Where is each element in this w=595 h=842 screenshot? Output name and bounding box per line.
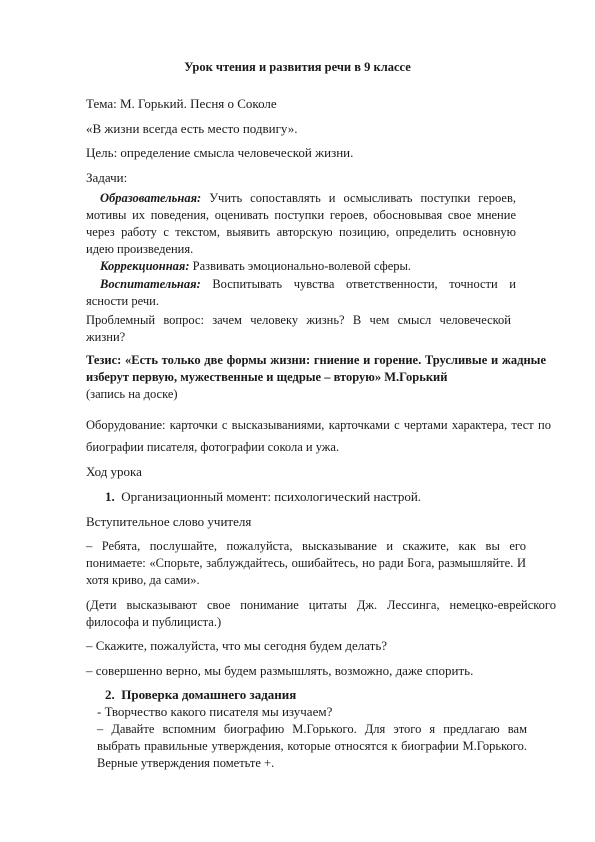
thesis — [86, 352, 546, 403]
task-educational-label: Образовательная: — [100, 191, 202, 205]
task-correctional — [86, 258, 516, 275]
lesson-goal: Цель: определение смысла человеческой жизни. — [86, 145, 354, 160]
writer-question: - Творчество какого писателя мы изучаем? — [97, 704, 333, 719]
lesson-progress-heading: Ход урока — [86, 464, 142, 479]
step-2-text: Проверка домашнего задания — [121, 687, 297, 702]
page-title: Урок чтения и развития речи в 9 классе — [184, 60, 411, 74]
intro-heading: Вступительное слово учителя — [86, 514, 252, 529]
task-upbringing — [86, 276, 516, 310]
task-correctional-text: Развивать эмоционально-волевой сферы. — [189, 259, 412, 273]
thesis-text: Тезис: «Есть только две формы жизни: гниение и горение. Трусливые и жадные изберут первую, мужественные и щедрые – вторую» М.Горький — [86, 353, 546, 384]
teacher-quote: – Ребята, послушайте, пожалуйста, высказывание и скажите, как вы его понимаете: «Спорьте, заблуждайтесь, ошибайтесь, но ради Бога, размышляйте. И хотя криво, да сами». — [86, 539, 526, 587]
task-upbringing-text: Воспитывать чувства ответственности, точности и ясности речи. — [86, 277, 516, 308]
answer-today: – совершенно верно, мы будем размышлять, возможно, даже спорить. — [86, 663, 474, 678]
question-today: – Скажите, пожалуйста, что мы сегодня будем делать? — [86, 638, 388, 653]
step-2 — [105, 688, 296, 701]
step-1-number: 1. — [105, 489, 115, 504]
step-1-text: Организационный момент: психологический настрой. — [121, 489, 422, 504]
children-note: (Дети высказывают свое понимание цитаты Дж. Лессинга, немецко-еврейского философа и публициста.) — [86, 598, 556, 629]
problem-question: Проблемный вопрос: зачем человеку жизнь? В чем смысл человеческой жизни? — [86, 313, 511, 344]
task-correctional-label: Коррекционная: — [100, 259, 190, 273]
epigraph: «В жизни всегда есть место подвигу». — [86, 121, 298, 136]
biography-task: – Давайте вспомним биографию М.Горького. Для этого я предлагаю вам выбрать правильные утверждения, которые относятся к биографии М.Горького. Верные утверждения пометьте +. — [97, 722, 527, 770]
step-1 — [105, 490, 421, 503]
lesson-topic: Тема: М. Горький. Песня о Соколе — [86, 96, 277, 111]
tasks-heading: Задачи: — [86, 170, 128, 185]
thesis-note: (запись на доске) — [86, 387, 178, 401]
step-2-number: 2. — [105, 687, 115, 702]
task-educational — [86, 190, 516, 258]
task-educational-text: Учить сопоставлять и осмысливать поступки героев, мотивы их поведения, оценивать поступки героев, обосновывая свое мнение через работу с текстом, выявить авторскую позицию, определить основную идею произведения. — [86, 191, 516, 256]
task-upbringing-label: Воспитательная: — [100, 277, 201, 291]
equipment: Оборудование: карточки с высказываниями, карточками с чертами характера, тест по биографии писателя, фотографии сокола и ужа. — [86, 418, 551, 454]
